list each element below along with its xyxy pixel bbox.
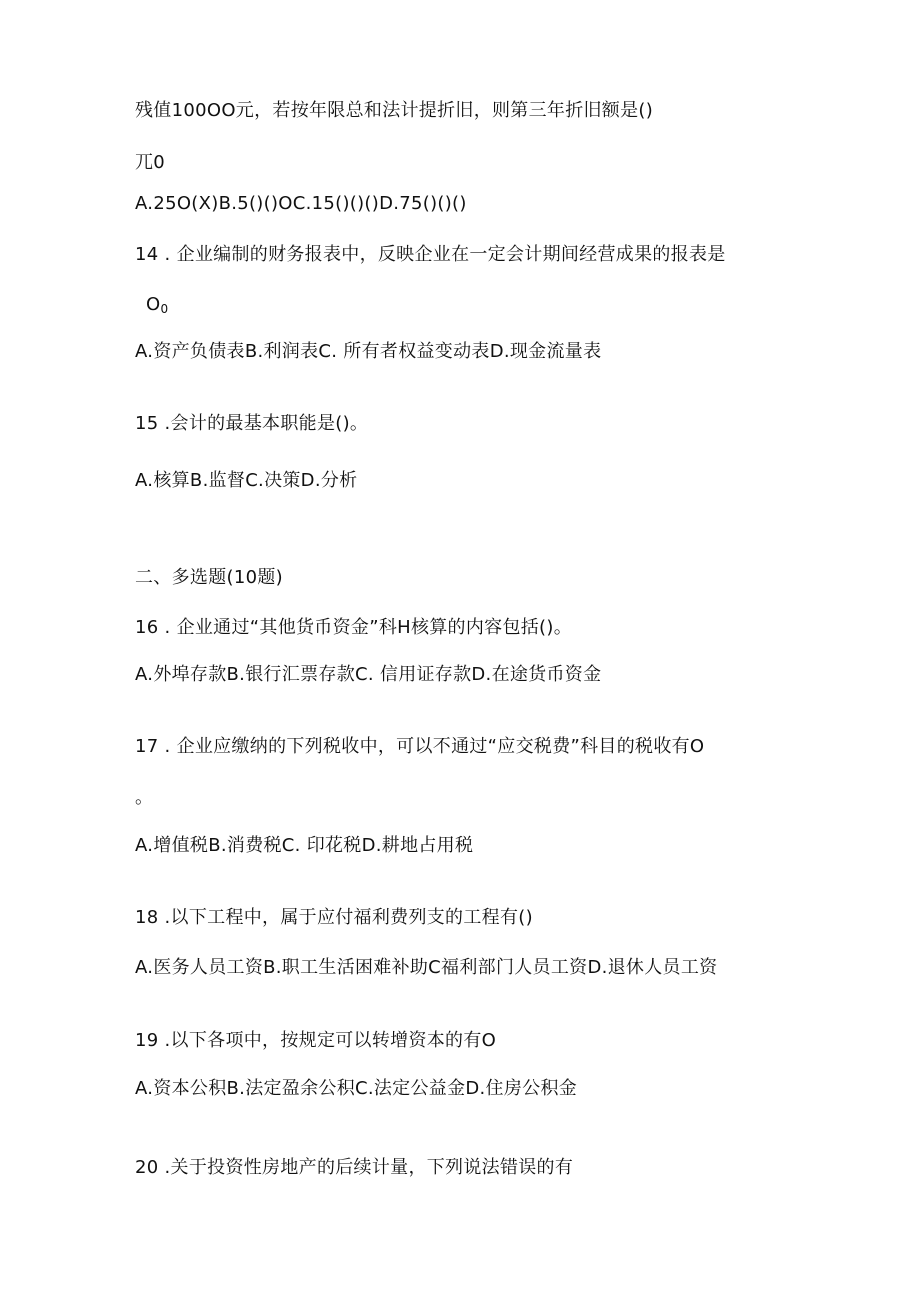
question-19-text: 19 .以下各项中，按规定可以转增资本的有O: [135, 1030, 497, 1051]
question-16-options: A.外埠存款B.银行汇票存款C. 信用证存款D.在途货币资金: [135, 664, 602, 685]
question-14-options: A.资产负债表B.利润表C. 所有者权益变动表D.现金流量表: [135, 341, 602, 362]
question-17-text: 17 . 企业应缴纳的下列税收中，可以不通过“应交税费”科目的税收有O: [135, 736, 705, 757]
question-17-text-end: 。: [135, 787, 154, 808]
question-14-text: 14 . 企业编制的财务报表中，反映企业在一定会计期间经营成果的报表是: [135, 244, 726, 265]
question-15-options: A.核算B.监督C.决策D.分析: [135, 470, 358, 491]
question-18-options: A.医务人员工资B.职工生活困难补助C福利部门人员工资D.退休人员工资: [135, 957, 718, 978]
question-20-text: 20 .关于投资性房地产的后续计量，下列说法错误的有: [135, 1157, 574, 1178]
question-16-text: 16 . 企业通过“其他货币资金”科H核算的内容包括()。: [135, 617, 572, 638]
question-14-blank-subscript: 0: [160, 302, 169, 316]
question-13-options: A.25O(X)B.5()()OC.15()()()D.75()()(): [135, 193, 467, 214]
question-18-text: 18 .以下工程中，属于应付福利费列支的工程有(): [135, 907, 533, 928]
section-heading-multiple-choice: 二、多选题(10题): [135, 567, 283, 588]
question-15-text: 15 .会计的最基本职能是()。: [135, 413, 369, 434]
question-14-blank: [146, 294, 168, 320]
question-13-text-continued: 残值100OO元，若按年限总和法计提折旧，则第三年折旧额是(): [135, 100, 654, 121]
question-17-options: A.增值税B.消费税C. 印花税D.耕地占用税: [135, 835, 474, 856]
question-14-blank-letter: O: [146, 294, 161, 315]
question-19-options: A.资本公积B.法定盈余公积C.法定公益金D.住房公积金: [135, 1078, 578, 1099]
question-13-unit: 兀0: [135, 152, 166, 173]
